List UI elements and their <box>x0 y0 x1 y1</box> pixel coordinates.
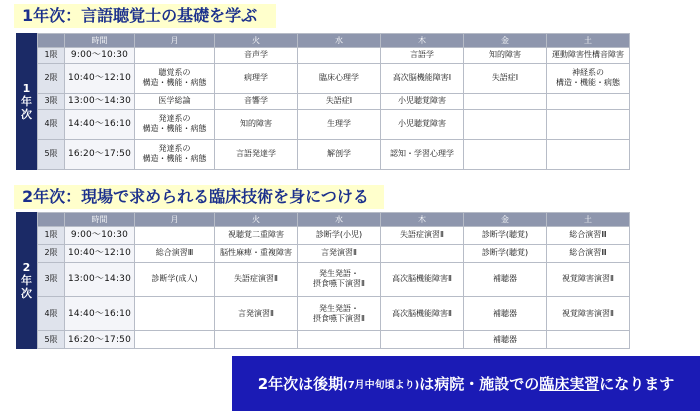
course-name: 言語学 <box>410 50 434 60</box>
banner-text-5: になります <box>599 375 675 393</box>
course-cell <box>298 331 381 349</box>
course-name: 小児聴覚障害 <box>398 119 446 129</box>
course-name: 視覚障害演習Ⅱ <box>562 274 614 284</box>
course-cell <box>298 48 381 64</box>
course-name: 補聴器 <box>493 308 517 318</box>
course-cell <box>464 139 547 169</box>
column-header: 金 <box>464 34 547 48</box>
course-name: 小児聴覚障害 <box>398 96 446 106</box>
period-cell: 5限 <box>38 331 65 349</box>
course-cell <box>298 63 381 93</box>
table-row <box>38 109 630 139</box>
column-header: 土 <box>547 213 630 227</box>
banner-text-4: 臨床実習 <box>539 375 600 393</box>
course-cell <box>464 93 547 109</box>
column-header: 月 <box>135 34 215 48</box>
course-cell <box>135 139 215 169</box>
course-cell <box>135 296 215 330</box>
course-cell <box>298 93 381 109</box>
period-cell: 4限 <box>38 109 65 139</box>
course-name: 聴覚系の 構造・機能・病態 <box>142 68 207 88</box>
course-cell <box>298 109 381 139</box>
course-name: 知的障害 <box>489 50 521 60</box>
column-header: 木 <box>381 34 464 48</box>
time-cell: 9:00～10:30 <box>65 48 135 64</box>
table-row <box>38 139 630 169</box>
course-cell <box>135 109 215 139</box>
course-cell <box>464 63 547 93</box>
column-header: 時間 <box>65 213 135 227</box>
column-header: 時間 <box>65 34 135 48</box>
table-row <box>38 296 630 330</box>
course-name: 失語症Ⅰ <box>491 73 519 83</box>
year2-timetable <box>16 212 630 349</box>
year1-timetable <box>16 33 630 170</box>
course-cell <box>381 63 464 93</box>
time-cell: 14:40～16:10 <box>65 109 135 139</box>
course-cell <box>464 262 547 296</box>
column-header: 金 <box>464 213 547 227</box>
course-cell <box>381 227 464 245</box>
clinical-practice-banner <box>232 356 700 411</box>
course-cell <box>547 244 630 262</box>
table-row <box>38 48 630 64</box>
time-cell: 14:40～16:10 <box>65 296 135 330</box>
course-cell <box>215 139 298 169</box>
course-cell <box>464 244 547 262</box>
course-name: 発達系の 構造・機能・病態 <box>142 144 207 164</box>
course-name: 補聴器 <box>493 274 517 284</box>
course-name: 診断学(小児) <box>315 230 363 240</box>
period-cell: 3限 <box>38 93 65 109</box>
time-cell: 16:20～17:50 <box>65 331 135 349</box>
course-cell <box>547 331 630 349</box>
column-header: 木 <box>381 213 464 227</box>
time-cell: 10:40～12:10 <box>65 244 135 262</box>
course-name: 診断学(聴覚) <box>481 230 529 240</box>
course-name: 視聴覚二重障害 <box>228 230 284 240</box>
course-cell <box>381 331 464 349</box>
banner-text-1: 2年次は後期 <box>257 375 344 393</box>
table-row <box>38 227 630 245</box>
period-cell: 2限 <box>38 244 65 262</box>
course-name: 言語発達学 <box>236 149 276 159</box>
course-cell <box>135 93 215 109</box>
course-cell <box>547 48 630 64</box>
course-name: 総合演習Ⅲ <box>569 230 607 240</box>
period-cell: 1限 <box>38 48 65 64</box>
course-cell <box>547 227 630 245</box>
course-name: 音響学 <box>244 96 268 106</box>
course-cell <box>381 48 464 64</box>
course-cell <box>381 262 464 296</box>
course-cell <box>547 63 630 93</box>
period-cell: 5限 <box>38 139 65 169</box>
course-cell <box>547 296 630 330</box>
time-cell: 13:00～14:30 <box>65 262 135 296</box>
table-row <box>38 262 630 296</box>
table-row <box>38 63 630 93</box>
time-cell: 10:40～12:10 <box>65 63 135 93</box>
course-name: 発達系の 構造・機能・病態 <box>142 114 207 134</box>
course-name: 生理学 <box>327 119 351 129</box>
course-cell <box>381 244 464 262</box>
course-cell <box>215 227 298 245</box>
period-cell: 3限 <box>38 262 65 296</box>
time-cell: 16:20～17:50 <box>65 139 135 169</box>
course-cell <box>464 331 547 349</box>
course-cell <box>215 262 298 296</box>
course-name: 視覚障害演習Ⅱ <box>562 308 614 318</box>
course-cell <box>547 93 630 109</box>
year1-band: 1 年 次 <box>16 33 37 170</box>
period-cell: 2限 <box>38 63 65 93</box>
course-cell <box>547 262 630 296</box>
course-name: 診断学(聴覚) <box>481 248 529 258</box>
course-cell <box>215 63 298 93</box>
column-header: 水 <box>298 34 381 48</box>
course-name: 総合演習Ⅲ <box>569 248 607 258</box>
year2-heading: 2年次：現場で求められる臨床技術を身につける <box>14 185 384 209</box>
table-row <box>38 244 630 262</box>
time-cell: 9:00～10:30 <box>65 227 135 245</box>
course-cell <box>298 244 381 262</box>
year1-heading: 1年次：言語聴覚士の基礎を学ぶ <box>14 4 276 28</box>
course-cell <box>547 109 630 139</box>
course-cell <box>215 93 298 109</box>
course-cell <box>381 93 464 109</box>
course-name: 高次脳機能障害Ⅰ <box>392 73 452 83</box>
column-header <box>38 34 65 48</box>
course-name: 臨床心理学 <box>319 73 359 83</box>
period-cell: 4限 <box>38 296 65 330</box>
course-cell <box>298 296 381 330</box>
year1-table <box>37 33 630 170</box>
column-header: 水 <box>298 213 381 227</box>
course-name: 発生発語・ 摂食嚥下演習Ⅱ <box>313 269 365 289</box>
course-cell <box>135 244 215 262</box>
course-cell <box>135 331 215 349</box>
course-cell <box>215 109 298 139</box>
course-name: 病理学 <box>244 73 268 83</box>
course-cell <box>135 48 215 64</box>
column-header: 土 <box>547 34 630 48</box>
course-name: 脳性麻痺・重複障害 <box>220 248 292 258</box>
course-cell <box>381 139 464 169</box>
course-cell <box>464 296 547 330</box>
course-cell <box>215 331 298 349</box>
course-cell <box>135 227 215 245</box>
course-name: 認知・学習心理学 <box>390 149 454 159</box>
course-cell <box>464 48 547 64</box>
column-header: 火 <box>215 34 298 48</box>
table-row <box>38 93 630 109</box>
course-name: 発生発語・ 摂食嚥下演習Ⅱ <box>313 303 365 323</box>
banner-text-2: (7月中旬頃より) <box>343 380 420 391</box>
course-name: 補聴器 <box>493 334 517 344</box>
course-name: 知的障害 <box>240 119 272 129</box>
year2-table <box>37 212 630 349</box>
course-name: 高次脳機能障害Ⅱ <box>392 274 452 284</box>
course-cell <box>215 244 298 262</box>
course-name: 失語症演習Ⅱ <box>234 274 278 284</box>
course-name: 運動障害性構音障害 <box>552 50 624 60</box>
course-name: 失語症Ⅰ <box>325 96 353 106</box>
course-name: 言発演習Ⅱ <box>321 248 357 258</box>
course-cell <box>215 48 298 64</box>
course-cell <box>381 296 464 330</box>
course-name: 医学総論 <box>158 96 191 106</box>
course-cell <box>135 262 215 296</box>
course-name: 総合演習Ⅲ <box>155 248 194 258</box>
course-name: 解剖学 <box>327 149 351 159</box>
course-cell <box>135 63 215 93</box>
course-cell <box>547 139 630 169</box>
course-cell <box>215 296 298 330</box>
course-name: 神経系の 構造・機能・病態 <box>556 68 620 88</box>
course-name: 高次脳機能障害Ⅱ <box>392 308 452 318</box>
course-cell <box>464 109 547 139</box>
column-header: 月 <box>135 213 215 227</box>
course-cell <box>298 227 381 245</box>
course-cell <box>298 262 381 296</box>
course-cell <box>298 139 381 169</box>
table-row <box>38 331 630 349</box>
course-name: 失語症演習Ⅱ <box>400 230 444 240</box>
column-header <box>38 213 65 227</box>
course-name: 言発演習Ⅱ <box>238 308 274 318</box>
year2-band: 2 年 次 <box>16 212 37 349</box>
course-name: 診断学(成人) <box>151 274 198 284</box>
period-cell: 1限 <box>38 227 65 245</box>
column-header: 火 <box>215 213 298 227</box>
time-cell: 13:00～14:30 <box>65 93 135 109</box>
course-name: 音声学 <box>244 50 268 60</box>
course-cell <box>381 109 464 139</box>
course-cell <box>464 227 547 245</box>
banner-text-3: は病院・施設での <box>419 375 540 393</box>
